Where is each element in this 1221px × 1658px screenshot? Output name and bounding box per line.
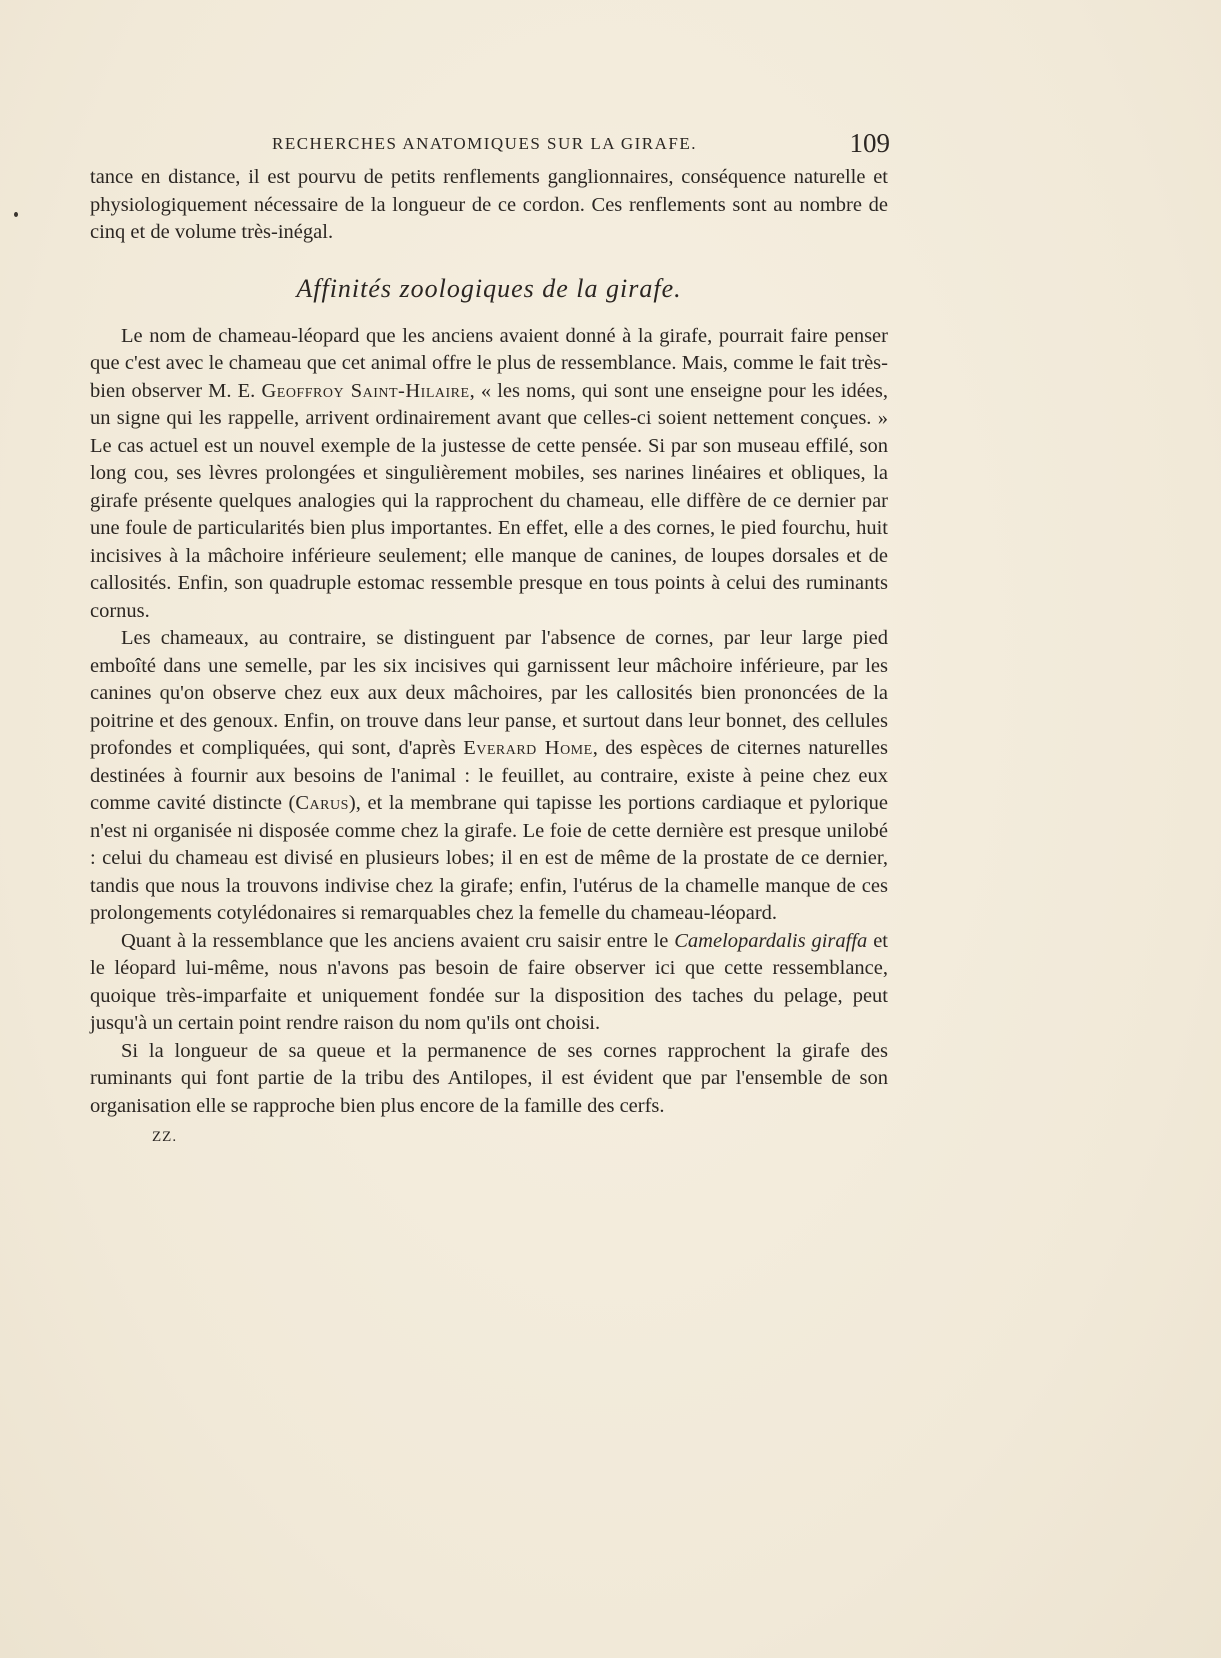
author-name: Geoffroy Saint-Hilaire — [261, 379, 470, 402]
paragraph-continued: tance en distance, il est pourvu de petits renflements ganglionnaires, conséquence naturelle et physiologiquement nécessaire de la longueur de ce cordon. Ces renflements sont au nombre de cinq et de volume très-inégal. — [90, 166, 888, 243]
paragraph-text: , « les noms, qui sont une enseigne pour les idées, un signe qui les rappelle, arrivent ordinairement avant que celles-ci soient nettement conçues. » Le cas actuel est un nouvel exemple de la justesse de cette pensée. Si par son museau effilé, son long cou, ses lèvres prolongées et singulièrement mobiles, ses narines linéaires et obliques, la girafe présente quelques analogies qui la rapprochent du chameau, elle diffère de ce dernier par une foule de particularités bien plus importantes. En effet, elle a des cornes, le pied fourchu, huit incisives à la mâchoire inférieure seulement; elle manque de canines, de loupes dorsales et de callosités. Enfin, son quadruple estomac ressemble presque en tous points à celui des ruminants cornus. — [90, 379, 888, 622]
signature: ZZ. — [152, 1129, 178, 1145]
running-head — [90, 128, 890, 162]
paragraph-text: Le nom de chameau-léopard que les anciens avaient donné à la girafe, pourrait faire penser que c'est avec le chameau que cet animal offre le plus de ressemblance. Mais, comme le fait très-bien observer M. E. — [90, 324, 888, 402]
paragraph-text: , des espèces de citernes naturelles destinées à fournir aux besoins de l'animal : le feuillet, au contraire, existe à peine chez eux comme cavité distincte ( — [90, 737, 888, 814]
paragraph-antelopes: Si la longueur de sa queue et la permanence de ses cornes rapprochent la girafe des ruminants qui font partie de la tribu des Antilopes, il est évident que par l'ensemble de son organisation elle se rapproche bien plus encore de la famille des cerfs. — [90, 1039, 888, 1117]
paragraph-camels — [90, 625, 888, 928]
paragraph-text: ), et la membrane qui tapisse les portions cardiaque et pylorique n'est ni organisée ni disposée comme chez la girafe. Le foie de cette dernière est presque unilobé : celui du chameau est divisé en plusieurs lobes; il en est de même de la prostate de ce dernier, tandis que nous la trouvons indivise chez la girafe; enfin, l'utérus de la chamelle manque de ces prolongements cotylédonaires si remarquables chez la femelle du chameau-léopard. — [90, 792, 888, 924]
author-name: Carus — [295, 792, 349, 814]
page-number: 109 — [849, 128, 890, 158]
paragraph-text: Les chameaux, au contraire, se distinguent par l'absence de cornes, par leur large pied emboîté dans une semelle, par les six incisives qui garnissent leur mâchoire inférieure, par les canines qu'on observe chez eux aux deux mâchoires, par les callosités bien prononcées de la poitrine et des genoux. Enfin, on trouve dans leur panse, et surtout dans leur bonnet, des cellules profondes et compliquées, qui sont, d'après — [90, 627, 888, 759]
species-name: Camelopardalis giraffa — [674, 929, 868, 952]
section-heading: Affinités zoologiques de la girafe. — [296, 273, 682, 303]
print-speck — [14, 212, 18, 217]
paragraph-camel-leopard — [90, 323, 888, 626]
running-title: RECHERCHES ANATOMIQUES SUR LA GIRAFE. — [272, 134, 697, 153]
author-name: Everard Home — [463, 737, 593, 759]
paragraph-text: et le léopard lui-même, nous n'avons pas besoin de faire observer ici que cette ressemblance, quoique très-imparfaite et uniquement fondée sur la disposition des taches du pelage, peut jusqu'à un certain point rendre raison du nom qu'ils ont choisi. — [90, 929, 888, 1034]
paragraph-text: Quant à la ressemblance que les anciens avaient cru saisir entre le — [121, 929, 675, 952]
body-text — [90, 164, 888, 1152]
paragraph-leopard — [90, 928, 888, 1038]
